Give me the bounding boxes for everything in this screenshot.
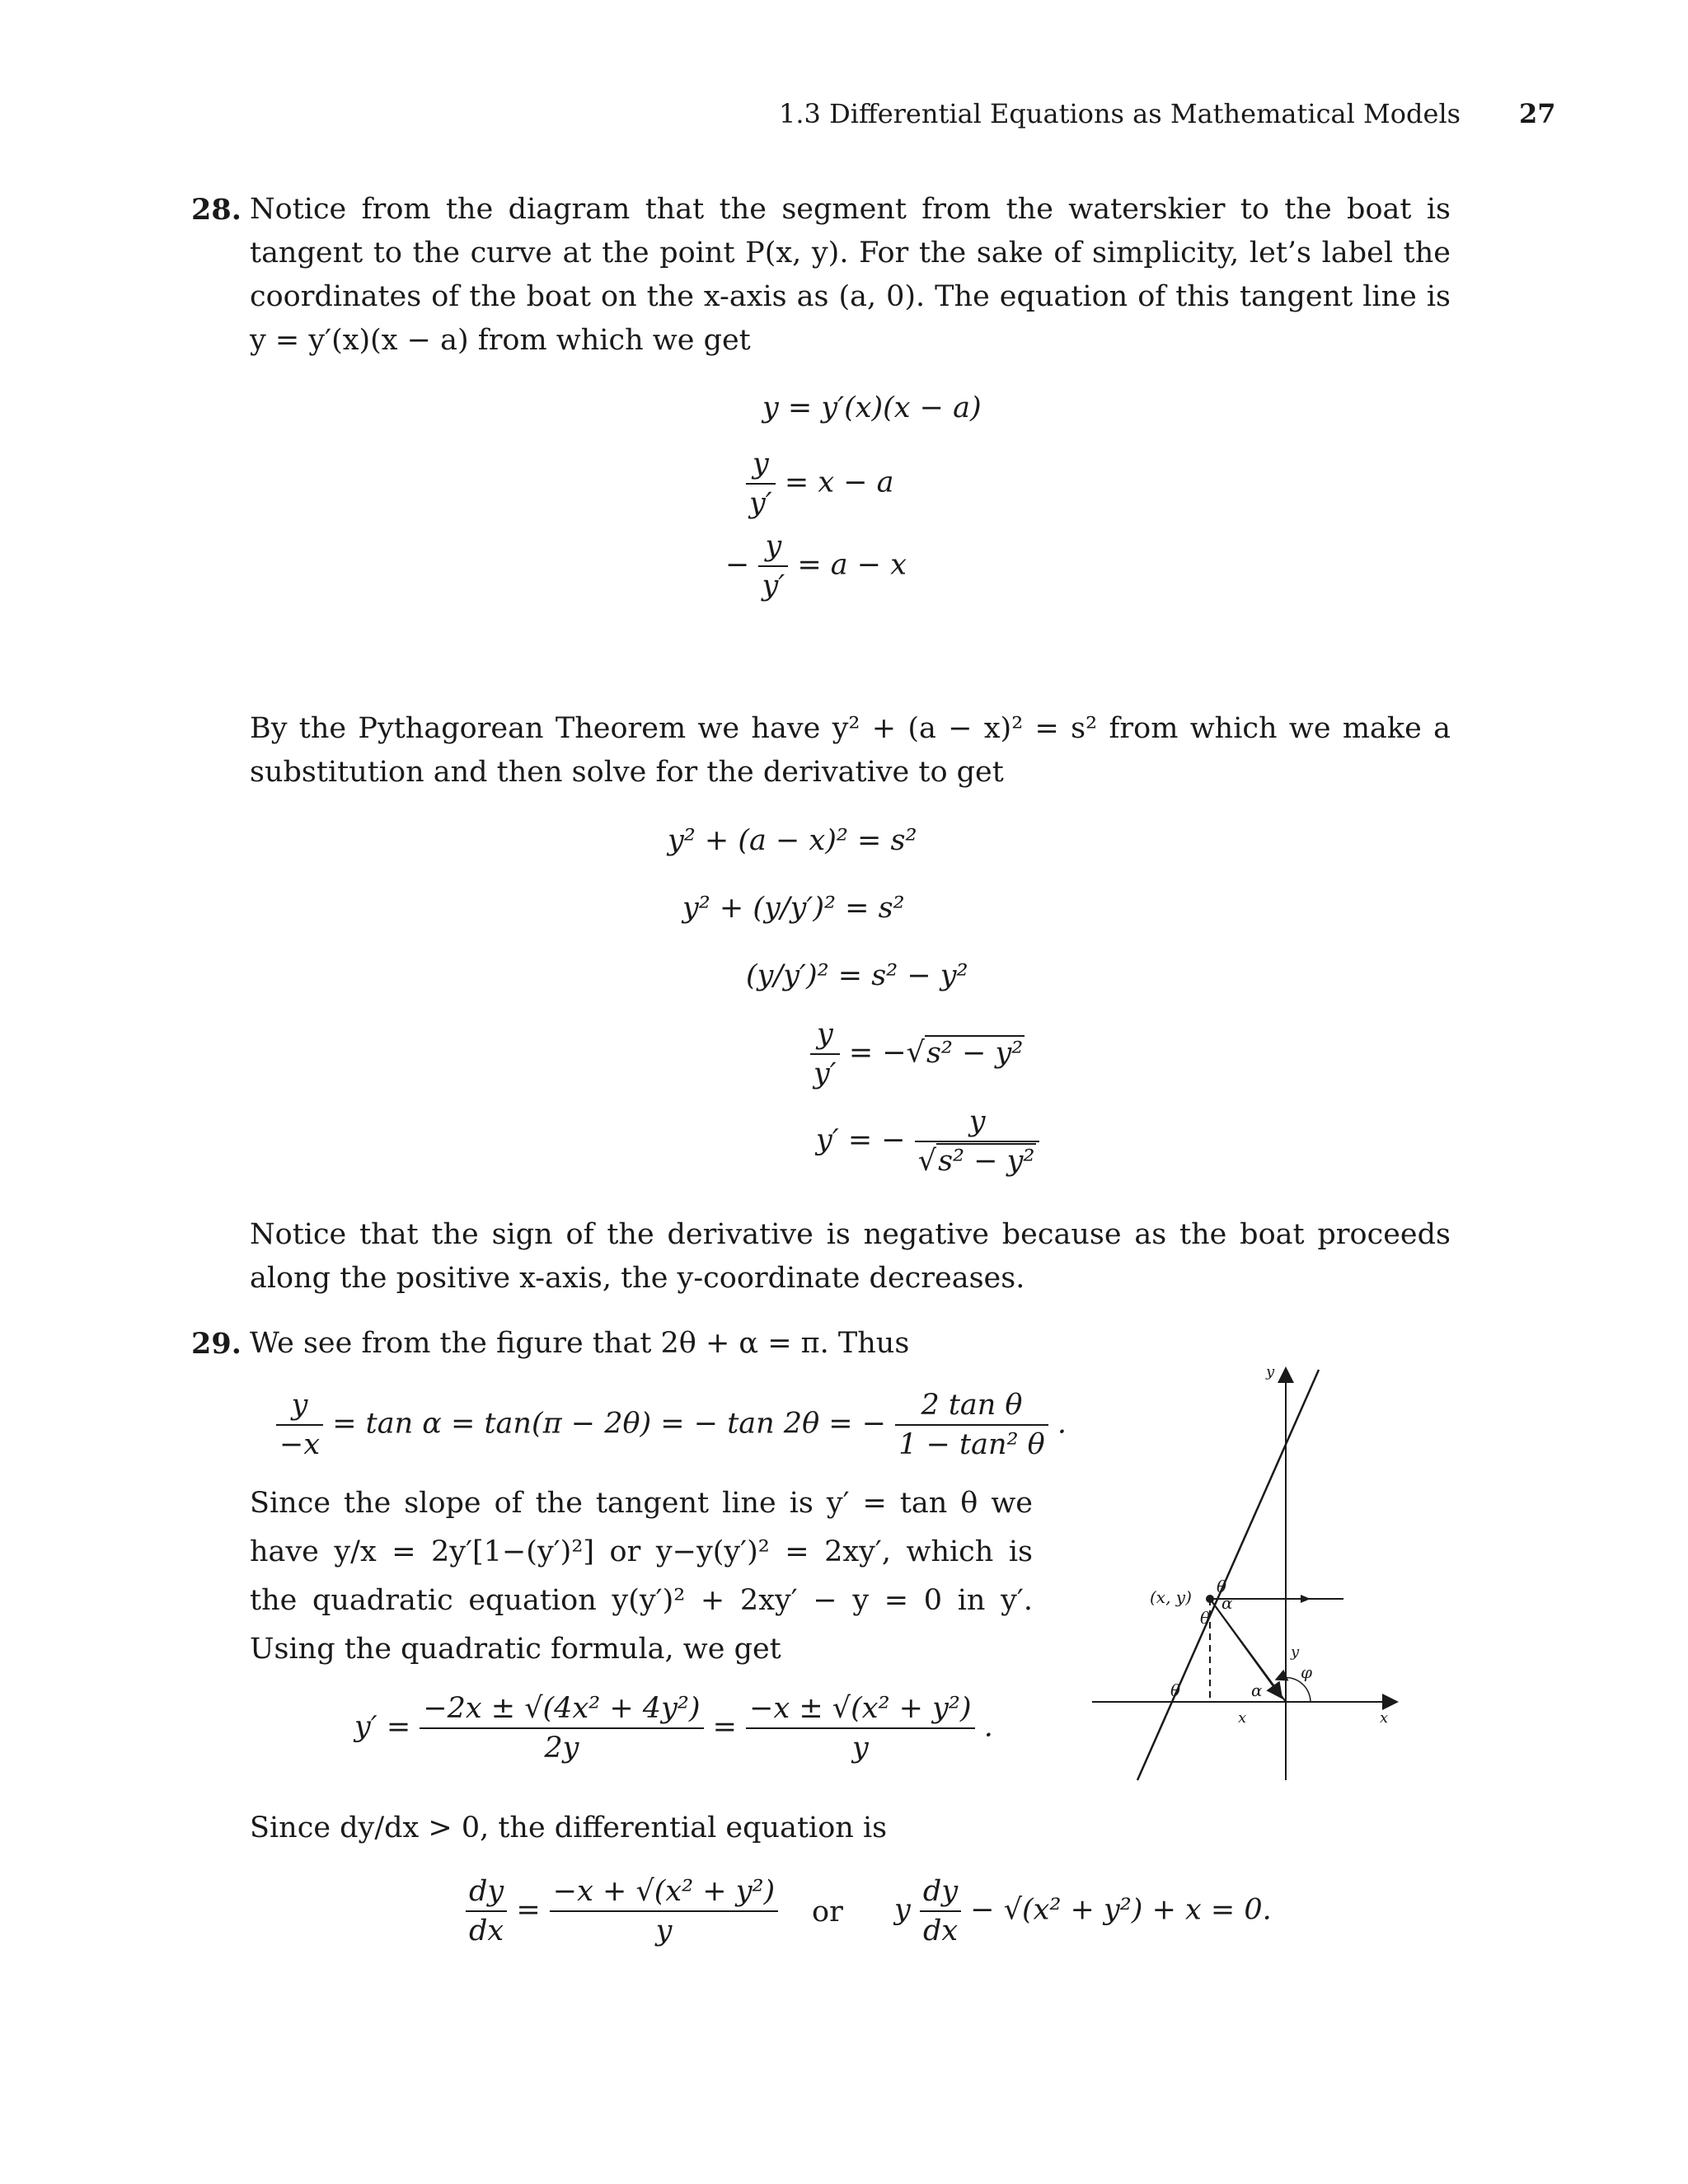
or-connector: or: [812, 1896, 843, 1929]
label-y-segment: y: [1291, 1643, 1300, 1661]
equation-pythag-3: (y/y′)² = s² − y²: [746, 959, 968, 992]
equation-tangent-line: y = y′(x)(x − a): [762, 391, 982, 424]
dydx-paragraph: Since dy/dx > 0, the differential equation is: [250, 1811, 888, 1844]
equation-quadratic-formula: y′ = $\frac{\text{−2x ± √(4x² + 4y²)}}{2y}$ = $\frac{\text{−x ± √(x² + y²)}}{y}$ .: [354, 1690, 993, 1767]
label-y-axis: y: [1266, 1363, 1275, 1380]
equation-pythag-2: y² + (y/y′)² = s²: [682, 892, 905, 925]
label-theta-top: θ: [1217, 1577, 1227, 1596]
equation-tan-alpha: $\frac{y}{-x}$ = tan α = tan(π − 2θ) = − tan 2θ = − $\frac{\text{2 tan θ}}{\text{1 − tan² θ}}$ .: [276, 1386, 1067, 1464]
equation-ratio: $\frac{y}{y'}$ = x − a: [746, 445, 894, 523]
page-number: 27: [1519, 98, 1556, 129]
reflection-figure: [1080, 1352, 1409, 1788]
tangent-line: [1137, 1370, 1319, 1780]
pythagorean-paragraph: By the Pythagorean Theorem we have y² + (a − x)² = s² from which we make a substitution and then solve for the derivative to get: [250, 712, 1451, 789]
label-x-segment: x: [1238, 1709, 1247, 1727]
sign-paragraph: Notice that the sign of the derivative is negative because as the boat proceeds along the positive x-axis, the y-coordinate decreases.: [250, 1218, 1451, 1295]
equation-pythag-1: y² + (a − x)² = s²: [668, 824, 917, 857]
label-x-axis: x: [1380, 1709, 1389, 1727]
equation-differential-alt: y $\frac{dy}{dx}$ − √(x² + y²) + x = 0.: [894, 1872, 1272, 1950]
equation-negated-ratio: − $\frac{y}{y'}$ = a − x: [725, 527, 907, 605]
label-point: (x, y): [1150, 1587, 1192, 1607]
problem-29-intro: We see from the figure that 2θ + α = π. Thus: [250, 1327, 910, 1360]
radius-line: [1210, 1599, 1286, 1702]
label-phi: φ: [1301, 1662, 1313, 1682]
running-header: 1.3 Differential Equations as Mathematical Models: [779, 98, 1461, 129]
label-theta-bottom: θ: [1170, 1680, 1181, 1700]
label-alpha-top: α: [1221, 1593, 1233, 1613]
equation-pythag-4: $\frac{y}{y'}$ = −√s² − y²: [810, 1015, 1025, 1093]
point-xy: [1206, 1595, 1214, 1603]
label-theta-mid: θ: [1200, 1608, 1211, 1628]
problem-number-29: 29.: [191, 1327, 241, 1361]
equation-derivative: y′ = − $\frac{y}{\text{√s² − y²}}$: [816, 1103, 1039, 1180]
slope-paragraph: Since the slope of the tangent line is y′ = tan θ we have y/x = 2y′[1−(y′)²] or y−y(y′)² = 2xy′, which is the quadratic equation y(y′)² + 2xy′ − y = 0 in y′. Using the quadratic formula, we get: [250, 1487, 1033, 1666]
problem-number-28: 28.: [191, 193, 241, 227]
problem-28-intro: Notice from the diagram that the segment from the waterskier to the boat is tangent to the curve at the point P(x, y). For the sake of simplicity, let’s label the coordinates of the boat on the x-axis as (a, 0). The equation of this tangent line is y = y′(x)(x − a) from which we get: [250, 193, 1451, 357]
label-alpha-bottom: α: [1251, 1680, 1263, 1700]
equation-differential: $\frac{dy}{dx}$ = $\frac{\text{−x + √(x² + y²)}}{y}$: [466, 1872, 778, 1950]
